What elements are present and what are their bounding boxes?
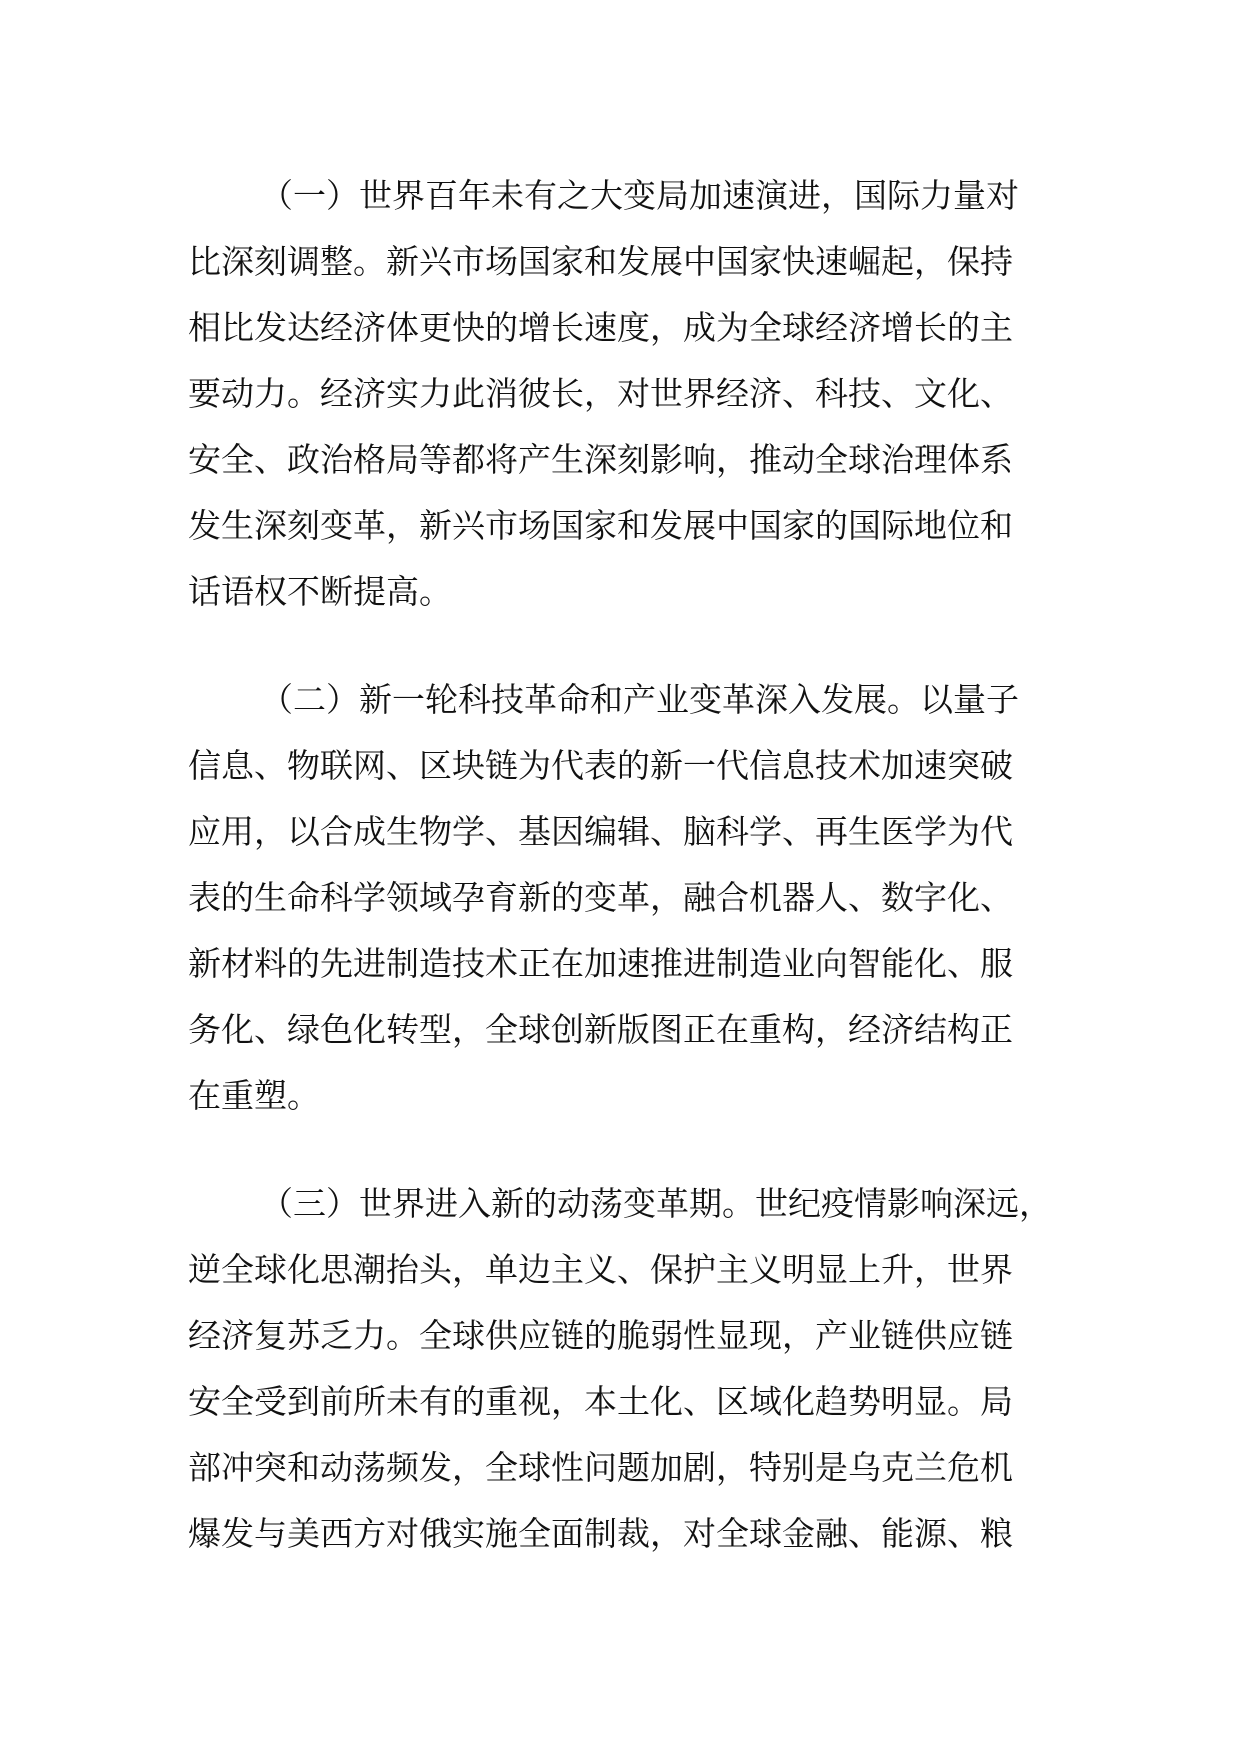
text-line: 逆全球化思潮抬头，单边主义、保护主义明显上升，世界 [188,1250,1013,1289]
text-line: 安全、政治格局等都将产生深刻影响，推动全球治理体系 [188,440,1013,479]
text-line: （二）新一轮科技革命和产业变革深入发展。以量子 [260,680,1019,719]
text-line: 发生深刻变革，新兴市场国家和发展中国家的国际地位和 [188,506,1013,545]
text-line: 在重塑。 [188,1076,320,1115]
text-line: 经济复苏乏力。全球供应链的脆弱性显现，产业链供应链 [188,1316,1013,1355]
text-line: 部冲突和动荡频发，全球性问题加剧，特别是乌克兰危机 [188,1448,1013,1487]
text-line: 应用，以合成生物学、基因编辑、脑科学、再生医学为代 [188,812,1013,851]
text-line: 新材料的先进制造技术正在加速推进制造业向智能化、服 [188,944,1013,983]
text-line: 信息、物联网、区块链为代表的新一代信息技术加速突破 [188,746,1013,785]
text-line: 要动力。经济实力此消彼长，对世界经济、科技、文化、 [188,374,1013,413]
text-line: 安全受到前所未有的重视，本土化、区域化趋势明显。局 [188,1382,1013,1421]
paragraph-world-changes [188,163,1068,625]
text-line: 表的生命科学领域孕育新的变革，融合机器人、数字化、 [188,878,1013,917]
text-line: 比深刻调整。新兴市场国家和发展中国家快速崛起，保持 [188,242,1013,281]
text-line: （一）世界百年未有之大变局加速演进，国际力量对 [260,176,1019,215]
paragraph-tech-revolution [188,667,1068,1129]
text-line: 务化、绿色化转型，全球创新版图正在重构，经济结构正 [188,1010,1013,1049]
text-line: 相比发达经济体更快的增长速度，成为全球经济增长的主 [188,308,1013,347]
text-line: 话语权不断提高。 [188,572,452,611]
text-line: 爆发与美西方对俄实施全面制裁，对全球金融、能源、粮 [188,1514,1013,1553]
text-line: （三）世界进入新的动荡变革期。世纪疫情影响深远， [260,1184,1052,1223]
paragraph-turbulent-period [188,1171,1068,1567]
